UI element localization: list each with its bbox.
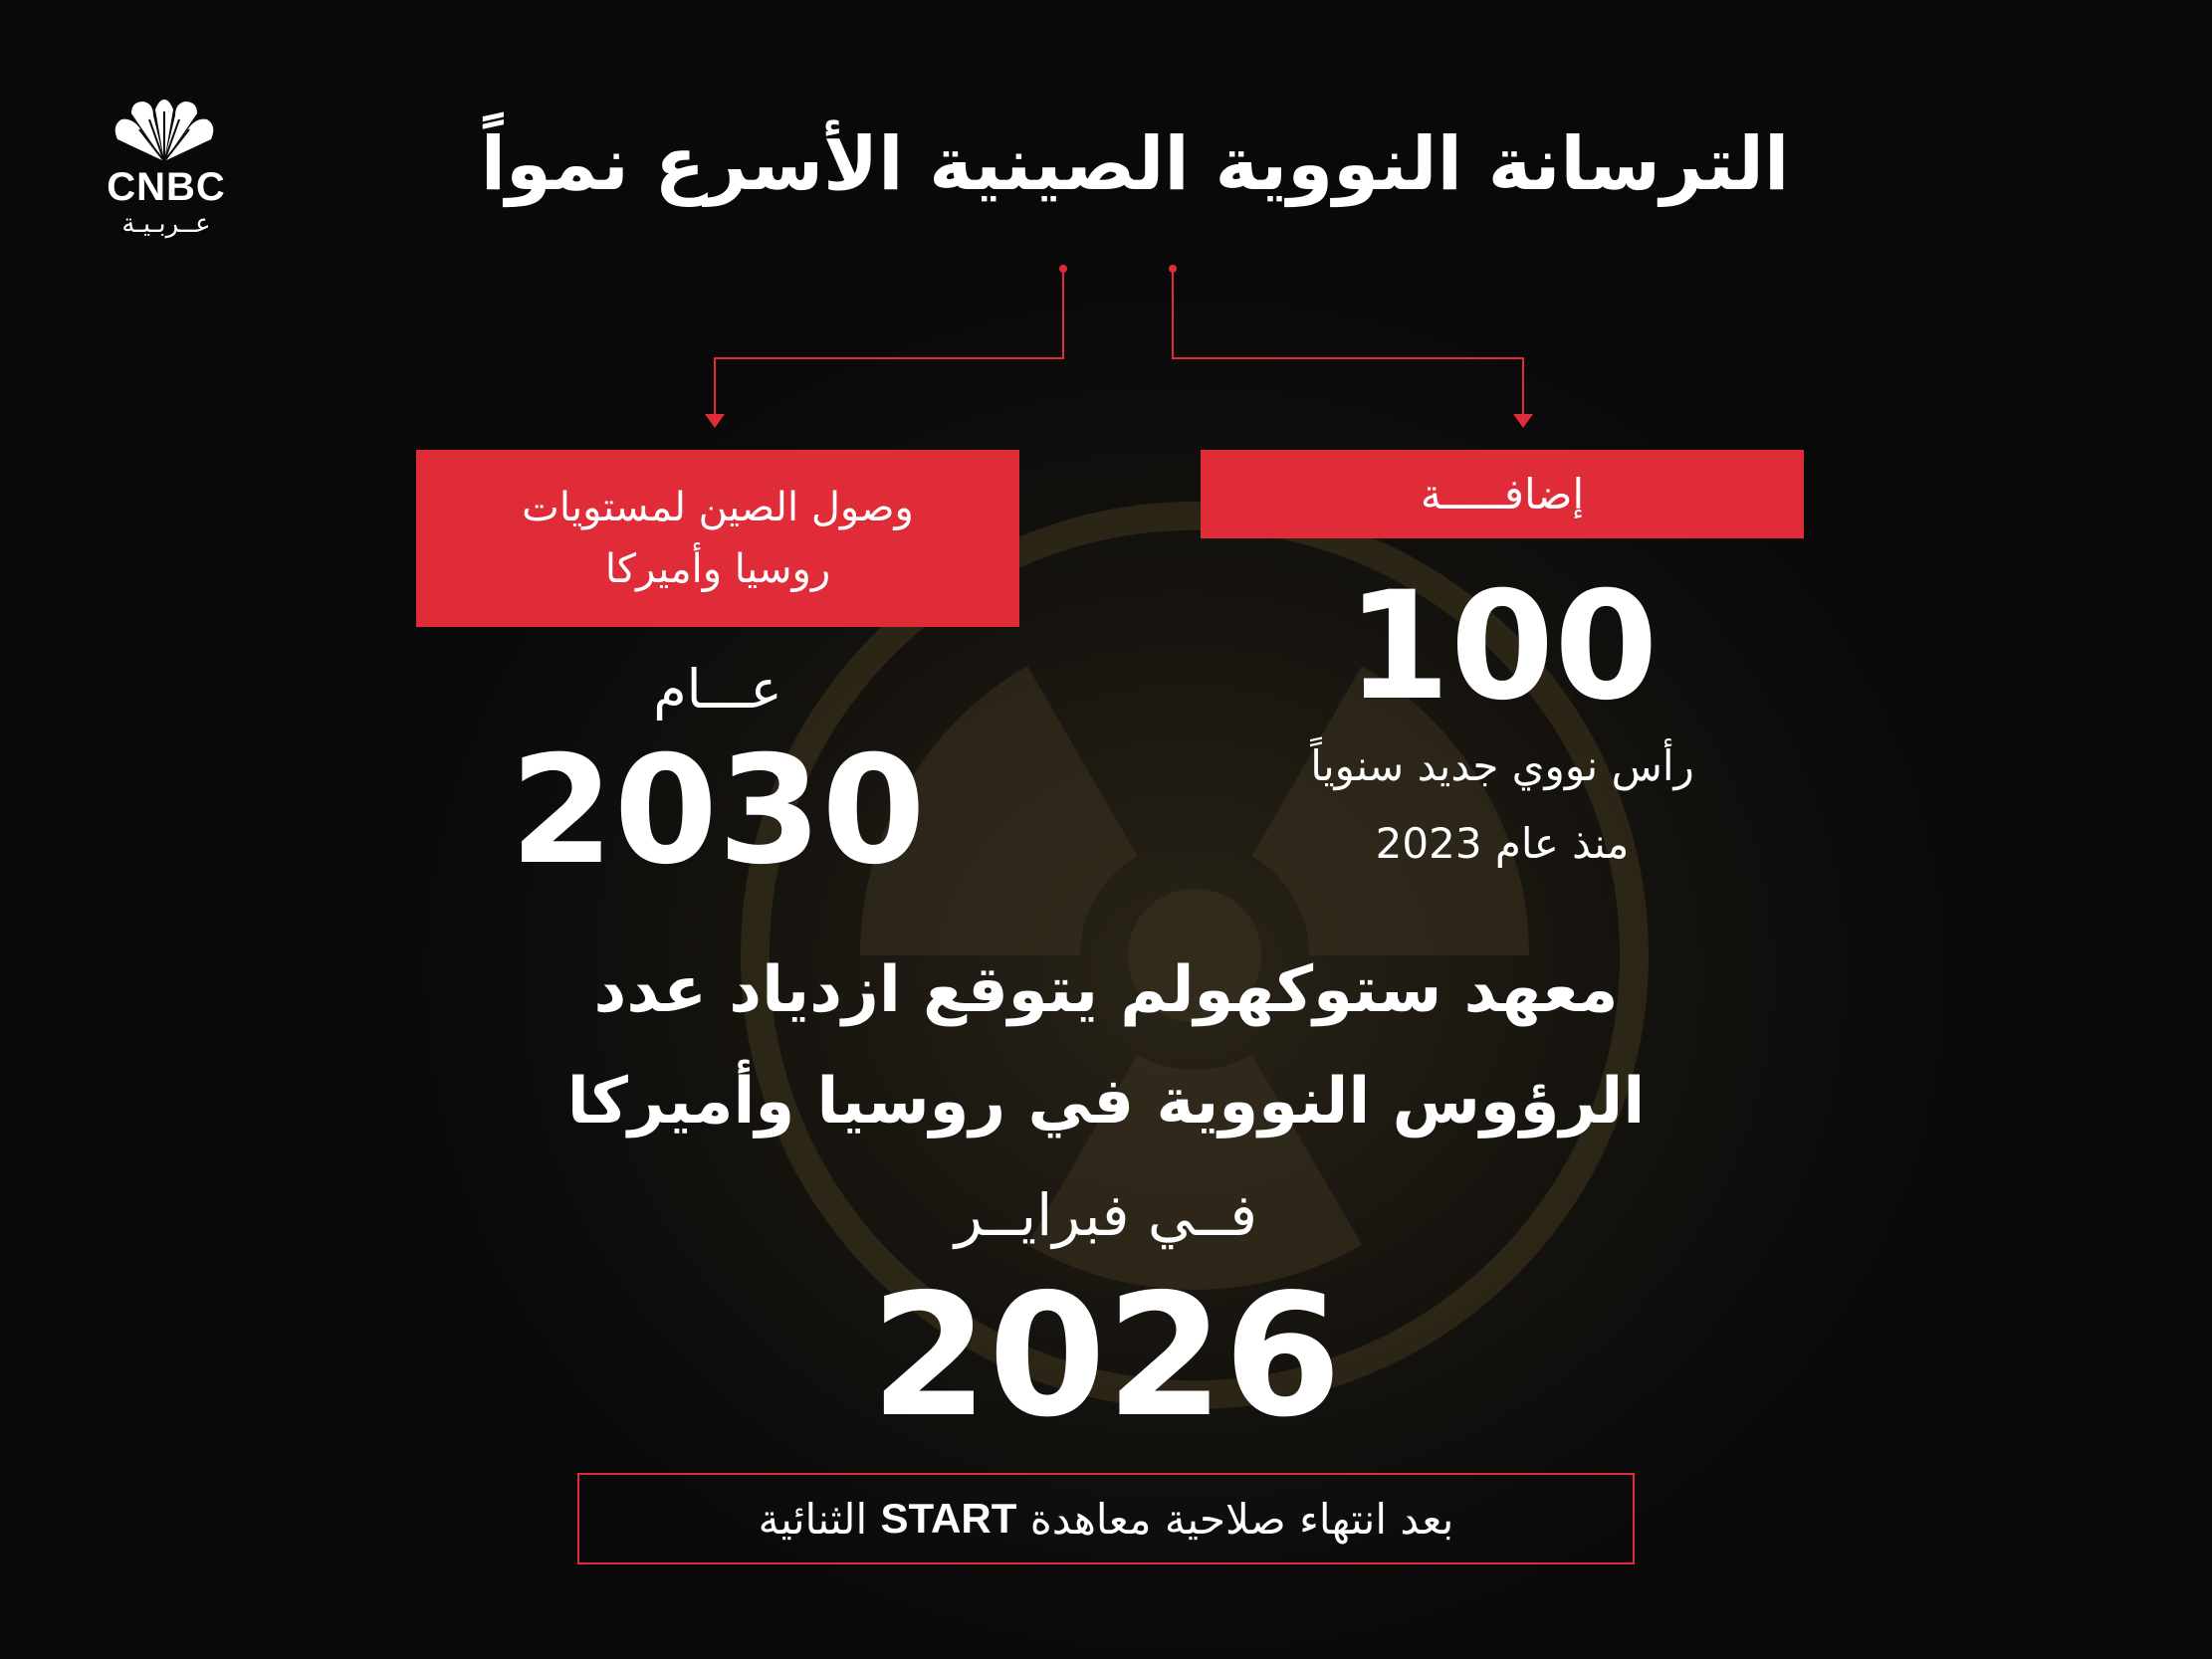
addition-label: إضافـــــة [1420,470,1585,518]
annual-warheads-number: 100 [1346,560,1659,733]
arabia-wordmark: عــربـيـة [121,209,211,239]
addition-label-box [1201,450,1804,538]
treaty-name: START [880,1495,1017,1542]
treaty-note-before: بعد انتهاء صلاحية معاهدة [1029,1494,1454,1544]
page-title: الترسانة النووية الصينية الأسرع نمواً [480,121,1790,207]
treaty-note-after: الثنائية [758,1494,868,1544]
treaty-note-box [577,1473,1635,1564]
since-year-caption: منذ عام 2023 [1375,819,1630,868]
sipri-statement-line2: الرؤوس النووية في روسيا وأميركا [566,1065,1646,1139]
annual-warheads-caption: رأس نووي جديد سنوياً [1310,741,1694,790]
year-label: عـــام [653,658,782,721]
parity-label-box [416,450,1019,627]
sipri-statement-line1: معهد ستوكهولم يتوقع ازدياد عدد [593,953,1619,1027]
month-label: فــي فبرايــر [955,1181,1257,1249]
cnbc-wordmark: CNBC [107,165,226,209]
parity-label-line1: وصول الصين لمستويات [522,485,914,530]
parity-year-number: 2030 [510,725,926,898]
parity-label-line2: روسيا وأميركا [604,546,831,592]
expected-year-number: 2026 [870,1258,1342,1455]
